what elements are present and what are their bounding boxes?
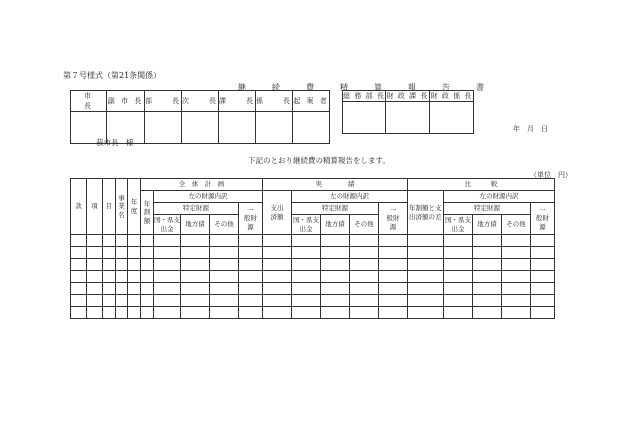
stamp-header-finance-subsection: 財 政 係 長 [430, 92, 473, 100]
header-actual-general: 一 般財 源 [379, 203, 408, 235]
table-cell[interactable] [263, 271, 292, 283]
table-cell[interactable] [292, 247, 321, 259]
table-cell[interactable] [350, 283, 379, 295]
table-cell[interactable] [473, 247, 502, 259]
table-cell[interactable] [210, 307, 239, 319]
stamp-box-general-affairs[interactable] [343, 102, 386, 134]
table-cell[interactable] [141, 271, 154, 283]
document-title: 継 続 費 精 算 報 告 書 [238, 83, 493, 92]
table-cell[interactable] [350, 247, 379, 259]
table-cell[interactable] [128, 247, 141, 259]
table-cell[interactable] [154, 259, 181, 271]
header-kan: 款 [71, 179, 87, 235]
table-cell[interactable] [87, 247, 103, 259]
table-cell[interactable] [379, 283, 408, 295]
header-difference: 年割額と支出済額の差 [408, 191, 444, 235]
table-cell[interactable] [154, 295, 181, 307]
header-expended: 支出済額 [263, 191, 292, 235]
table-cell[interactable] [181, 259, 210, 271]
header-plan-bonds: 地方債 [181, 215, 210, 235]
table-cell[interactable] [239, 271, 263, 283]
header-comparison: 比 較 [408, 179, 555, 191]
table-cell[interactable] [210, 271, 239, 283]
settlement-table [70, 178, 555, 319]
table-cell[interactable] [263, 259, 292, 271]
table-cell[interactable] [128, 307, 141, 319]
table-cell[interactable] [350, 295, 379, 307]
header-plan-national: 国・県支出金 [154, 216, 180, 233]
form-number: 第７号様式（第21条関係） [63, 71, 162, 80]
table-cell[interactable] [87, 259, 103, 271]
table-cell[interactable] [408, 235, 444, 247]
header-plan-specific: 特定財源 [154, 203, 239, 215]
table-cell[interactable] [154, 247, 181, 259]
header-compare-general: 一 般財 源 [531, 203, 555, 235]
table-cell[interactable] [239, 295, 263, 307]
header-plan-other: その他 [210, 215, 239, 235]
table-cell[interactable] [87, 271, 103, 283]
table-cell[interactable] [116, 235, 128, 247]
table-cell[interactable] [71, 295, 87, 307]
header-project-name: 事業名 [116, 179, 128, 235]
table-cell[interactable] [502, 235, 531, 247]
header-plan-breakdown: 左の財源内訳 [154, 191, 263, 203]
table-cell[interactable] [128, 259, 141, 271]
header-compare-other: その他 [502, 215, 531, 235]
table-cell[interactable] [502, 247, 531, 259]
table-cell[interactable] [408, 295, 444, 307]
table-cell[interactable] [444, 283, 473, 295]
table-cell[interactable] [210, 259, 239, 271]
stamp-box-finance-subsection[interactable] [430, 102, 474, 134]
table-cell[interactable] [87, 295, 103, 307]
table-cell[interactable] [154, 283, 181, 295]
table-cell[interactable] [531, 307, 555, 319]
table-cell[interactable] [128, 295, 141, 307]
header-kou: 項 [87, 179, 103, 235]
header-actual-bonds: 地方債 [321, 215, 350, 235]
table-cell[interactable] [473, 307, 502, 319]
table-cell[interactable] [321, 259, 350, 271]
table-cell[interactable] [103, 295, 116, 307]
header-compare-specific: 特定財源 [444, 203, 531, 215]
table-cell[interactable] [321, 283, 350, 295]
table-cell[interactable] [263, 295, 292, 307]
table-cell[interactable] [321, 271, 350, 283]
stamp-box-section-chief[interactable] [219, 112, 256, 144]
stamp-header-subsection-chief: 係 長 [256, 91, 293, 112]
table-cell[interactable] [408, 247, 444, 259]
table-cell[interactable] [263, 235, 292, 247]
table-cell[interactable] [116, 259, 128, 271]
table-cell[interactable] [239, 247, 263, 259]
table-cell[interactable] [292, 295, 321, 307]
table-cell[interactable] [444, 235, 473, 247]
table-cell[interactable] [141, 295, 154, 307]
table-cell[interactable] [181, 235, 210, 247]
table-cell[interactable] [473, 295, 502, 307]
table-cell[interactable] [444, 295, 473, 307]
table-cell[interactable] [263, 283, 292, 295]
table-cell[interactable] [210, 283, 239, 295]
table-cell[interactable] [141, 283, 154, 295]
table-cell[interactable] [71, 259, 87, 271]
table-cell[interactable] [292, 307, 321, 319]
table-row [71, 307, 555, 319]
table-cell[interactable] [379, 235, 408, 247]
table-cell[interactable] [379, 295, 408, 307]
table-cell[interactable] [103, 259, 116, 271]
table-cell[interactable] [350, 259, 379, 271]
finance-stamp-table [342, 90, 474, 134]
table-cell[interactable] [210, 247, 239, 259]
table-cell[interactable] [181, 307, 210, 319]
table-row [71, 259, 555, 271]
header-fiscal-year: 年度 [128, 179, 141, 235]
table-cell[interactable] [321, 235, 350, 247]
table-cell[interactable] [71, 271, 87, 283]
table-cell[interactable] [154, 271, 181, 283]
table-cell[interactable] [292, 259, 321, 271]
table-cell[interactable] [239, 235, 263, 247]
table-cell[interactable] [239, 283, 263, 295]
header-plan-general: 一 般財 源 [239, 203, 263, 235]
approval-stamp-table [70, 90, 330, 144]
header-actual-specific: 特定財源 [292, 203, 379, 215]
table-cell[interactable] [531, 259, 555, 271]
table-cell[interactable] [292, 235, 321, 247]
stamp-header-section-chief: 課 長 [219, 91, 256, 112]
date-line: 年 月 日 [513, 125, 548, 133]
table-cell[interactable] [502, 307, 531, 319]
table-cell[interactable] [531, 295, 555, 307]
table-cell[interactable] [116, 271, 128, 283]
stamp-header-drafter: 起 案 者 [293, 91, 330, 112]
header-compare-breakdown: 左の財源内訳 [444, 191, 555, 203]
header-actual-breakdown: 左の財源内訳 [292, 191, 408, 203]
header-overall-plan: 全 体 計 画 [141, 179, 263, 191]
table-cell[interactable] [502, 271, 531, 283]
table-cell[interactable] [181, 295, 210, 307]
table-cell[interactable] [531, 283, 555, 295]
stamp-box-finance-section[interactable] [386, 102, 430, 134]
table-cell[interactable] [531, 271, 555, 283]
table-cell[interactable] [103, 271, 116, 283]
table-row [71, 271, 555, 283]
header-compare-national: 国・県支出金 [445, 216, 471, 233]
table-cell[interactable] [181, 283, 210, 295]
table-cell[interactable] [321, 295, 350, 307]
table-cell[interactable] [141, 235, 154, 247]
table-cell[interactable] [531, 247, 555, 259]
table-cell[interactable] [103, 307, 116, 319]
table-cell[interactable] [141, 307, 154, 319]
table-cell[interactable] [531, 235, 555, 247]
table-cell[interactable] [444, 259, 473, 271]
header-actual-other: その他 [350, 215, 379, 235]
table-cell[interactable] [87, 307, 103, 319]
table-cell[interactable] [350, 271, 379, 283]
header-compare-bonds: 地方債 [473, 215, 502, 235]
table-cell[interactable] [379, 259, 408, 271]
stamp-header-finance-section: 財 政 課 長 [386, 92, 429, 100]
unit-label: （単位 円） [530, 171, 572, 179]
table-cell[interactable] [141, 247, 154, 259]
table-cell[interactable] [473, 283, 502, 295]
table-cell[interactable] [103, 235, 116, 247]
table-cell[interactable] [141, 259, 154, 271]
table-cell[interactable] [408, 271, 444, 283]
table-cell[interactable] [379, 271, 408, 283]
header-actual: 実 績 [263, 179, 408, 191]
table-cell[interactable] [444, 307, 473, 319]
table-cell[interactable] [292, 283, 321, 295]
table-cell[interactable] [321, 307, 350, 319]
table-cell[interactable] [103, 283, 116, 295]
table-cell[interactable] [263, 247, 292, 259]
stamp-header-deputy-director: 次 長 [182, 91, 219, 112]
table-cell[interactable] [116, 247, 128, 259]
table-cell[interactable] [71, 283, 87, 295]
stamp-header-general-affairs: 総 務 部 長 [343, 92, 385, 100]
table-cell[interactable] [239, 259, 263, 271]
table-cell[interactable] [502, 259, 531, 271]
stamp-box-drafter[interactable] [293, 112, 330, 144]
table-cell[interactable] [71, 247, 87, 259]
table-cell[interactable] [210, 295, 239, 307]
table-cell[interactable] [128, 283, 141, 295]
table-cell[interactable] [292, 271, 321, 283]
table-cell[interactable] [473, 271, 502, 283]
table-cell[interactable] [408, 259, 444, 271]
table-cell[interactable] [154, 235, 181, 247]
table-cell[interactable] [379, 247, 408, 259]
table-cell[interactable] [71, 235, 87, 247]
header-annual-amount: 年割額 [141, 191, 154, 235]
table-cell[interactable] [210, 235, 239, 247]
table-cell[interactable] [350, 307, 379, 319]
table-cell[interactable] [71, 307, 87, 319]
stamp-header-deputy-mayor: 副 市 長 [107, 91, 145, 112]
table-cell[interactable] [116, 307, 128, 319]
table-cell[interactable] [408, 307, 444, 319]
table-cell[interactable] [103, 247, 116, 259]
table-cell[interactable] [128, 271, 141, 283]
stamp-header-mayor: 市 長 [71, 91, 107, 112]
table-row [71, 247, 555, 259]
table-cell[interactable] [408, 283, 444, 295]
header-actual-national: 国・県支出金 [293, 216, 319, 233]
table-cell[interactable] [116, 283, 128, 295]
report-statement: 下記のとおり継続費の精算報告をします。 [248, 156, 390, 165]
table-row [71, 235, 555, 247]
table-cell[interactable] [128, 235, 141, 247]
table-row [71, 283, 555, 295]
table-cell[interactable] [473, 259, 502, 271]
table-cell[interactable] [444, 247, 473, 259]
table-cell[interactable] [181, 247, 210, 259]
stamp-box-director[interactable] [145, 112, 182, 144]
table-cell[interactable] [116, 295, 128, 307]
table-cell[interactable] [181, 271, 210, 283]
table-cell[interactable] [154, 307, 181, 319]
table-cell[interactable] [87, 283, 103, 295]
stamp-header-director: 部 長 [145, 91, 182, 112]
table-cell[interactable] [87, 235, 103, 247]
table-cell[interactable] [473, 235, 502, 247]
table-cell[interactable] [239, 307, 263, 319]
table-cell[interactable] [350, 235, 379, 247]
table-cell[interactable] [502, 295, 531, 307]
header-moku: 目 [103, 179, 116, 235]
table-row [71, 295, 555, 307]
addressee: 萩市長 様 [96, 138, 134, 147]
stamp-box-subsection-chief[interactable] [256, 112, 293, 144]
table-cell[interactable] [379, 307, 408, 319]
stamp-box-deputy-director[interactable] [182, 112, 219, 144]
table-cell[interactable] [444, 271, 473, 283]
table-cell[interactable] [321, 247, 350, 259]
table-cell[interactable] [263, 307, 292, 319]
table-cell[interactable] [502, 283, 531, 295]
